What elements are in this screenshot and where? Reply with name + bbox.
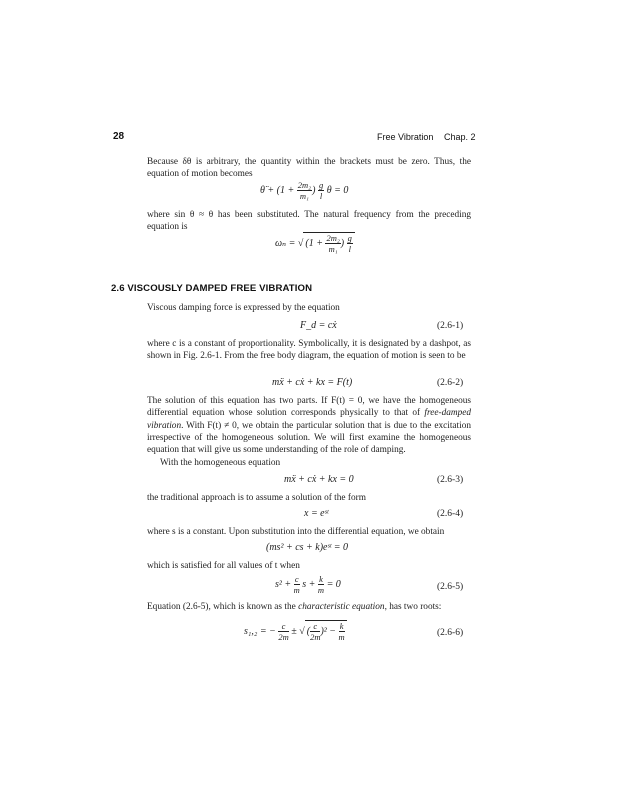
eq7-frac-c2m [278, 621, 288, 642]
eq-theta-tail: = 0 [334, 184, 349, 196]
eq-theta-frac [297, 180, 312, 201]
equation-number-2-6-4: (2.6-4) [437, 509, 464, 519]
equation-2-6-6: s₁,₂ = − $\frac{c}{2m}$ ± √ ( $\frac{c}{2m}$ )² − $\frac{k}{m}$ [244, 621, 345, 642]
eq-wn-den: m₁ [328, 244, 338, 254]
eq6-k: k [319, 574, 323, 584]
eq6-c: c [294, 574, 299, 584]
equation-number-2-6-1: (2.6-1) [437, 321, 464, 331]
eq-theta-lead: θ̈ + [260, 184, 275, 196]
eq7-2m2: 2m [310, 632, 321, 642]
paragraph-satisfied: which is satisfied for all values of t when [147, 561, 300, 571]
p10-italic: characteristic equation [298, 602, 385, 612]
eq-theta-num: 2m₂ [297, 180, 312, 190]
equation-number-2-6-3: (2.6-3) [437, 475, 464, 485]
equation-2-6-5 [275, 574, 341, 595]
eq6-tail: = 0 [326, 578, 341, 590]
p10-text-a: Equation (2.6-5), which is known as the [147, 602, 299, 612]
eq7-c: c [278, 621, 288, 632]
eq7-a: s₁,₂ = − [244, 625, 276, 637]
equation-2-6-2: mẍ + cẋ + kx = F(t) [272, 377, 353, 388]
eq-theta-paren: (1 + [276, 184, 295, 196]
eq6-m2: m [317, 585, 325, 595]
eq-wn-g: g [347, 233, 352, 243]
page-number: 28 [113, 131, 125, 142]
p5-text-a: The solution of this equation has two parts. If F(t) = 0, we have the homogeneous differential equation whose solution corresponds physically to that of [147, 396, 471, 419]
eq7-sq: )² − [320, 625, 337, 637]
eq7-m: m [338, 632, 345, 642]
chapter-title: Free Vibration [377, 132, 434, 142]
eq-theta-l: l [319, 191, 323, 201]
equation-characteristic-expanded: (ms² + cs + k)eˢᵗ = 0 [266, 542, 349, 553]
eq6-m: m [293, 585, 300, 595]
paragraph-traditional: the traditional approach is to assume a solution of the form [147, 493, 366, 503]
eq-theta-g: g [318, 180, 324, 190]
eq6-frac-cm [294, 574, 300, 595]
eq6-b: s + [302, 578, 316, 590]
eq7-frac-inner [310, 621, 320, 642]
eq-theta-frac-gl [318, 180, 324, 201]
equation-theta: θ̈ + (1 + $\frac{\text{2m₂}}{\text{m₁}}$ ) $\frac{g}{l}$ θ = 0 [260, 180, 349, 201]
equation-2-6-4: x = eˢᵗ [304, 508, 329, 519]
eq6-a: s² + [275, 578, 292, 590]
section-heading: 2.6 VISCOUSLY DAMPED FREE VIBRATION [111, 283, 313, 294]
p10-text-b: , has two roots: [384, 602, 442, 612]
eq-wn-l: l [348, 244, 351, 254]
eq7-2m: 2m [278, 632, 289, 642]
paragraph-dashpot: where c is a constant of proportionality. Symbolically, it is designated by a dashpot, as shown in Fig. 2.6-1. From the free body diagram, the equation of motion is seen to be [147, 339, 471, 362]
eq-wn-frac [325, 233, 340, 254]
paragraph-frequency: where sin θ ≈ θ has been substituted. The natural frequency from the preceding equation is [147, 210, 471, 233]
eq-wn-frac-gl [347, 233, 353, 254]
paragraph-characteristic [147, 601, 471, 613]
equation-number-2-6-2: (2.6-2) [437, 378, 464, 388]
eq7-pm: ± [291, 625, 297, 637]
equation-number-2-6-5: (2.6-5) [437, 582, 464, 592]
chapter-label: Chap. 2 [444, 132, 476, 142]
eq7-k: k [339, 621, 344, 631]
equation-natural-frequency: ωₙ = √ (1 + $\frac{\text{2m₂}}{\text{m₁}}$ ) $\frac{g}{l}$ [275, 232, 355, 254]
eq-wn-close: ) [340, 237, 345, 249]
eq-wn-lead: ωₙ = [275, 237, 296, 249]
paragraph-viscous-intro: Viscous damping force is expressed by the equation [147, 303, 340, 313]
paragraph-intro: Because δθ is arbitrary, the quantity within the brackets must be zero. Thus, the equation of motion becomes [147, 157, 471, 180]
eq7-c2: c [310, 621, 320, 632]
p5-italic: free-damped vibration [147, 408, 471, 431]
equation-2-6-3: mẍ + cẋ + kx = 0 [284, 474, 354, 485]
paragraph-solution-parts [147, 395, 471, 456]
eq-wn-num: 2m₂ [326, 233, 340, 243]
paragraph-substitution: where s is a constant. Upon substitution into the differential equation, we obtain [147, 527, 445, 537]
eq-theta-den: m₁ [299, 191, 309, 201]
eq7-frac-km [339, 621, 345, 642]
eq-wn-inner: (1 + [305, 237, 323, 249]
equation-number-2-6-6: (2.6-6) [437, 628, 464, 638]
p5-text-b: . With F(t) ≠ 0, we obtain the particular solution that is due to the excitation irrespective of the homogeneous solution. We will first examine the homogeneous equation that will give us some understanding of the role of damping. [147, 420, 471, 456]
eq6-frac-km [318, 574, 324, 595]
eq-theta-var: θ [326, 184, 332, 196]
eq7-sqrt [305, 620, 347, 642]
equation-2-6-1: F_d = cẋ [300, 320, 337, 331]
paragraph-homogeneous: With the homogeneous equation [160, 458, 281, 468]
eq7-paren: ( [306, 625, 311, 637]
eq-wn-sqrt [303, 232, 355, 254]
